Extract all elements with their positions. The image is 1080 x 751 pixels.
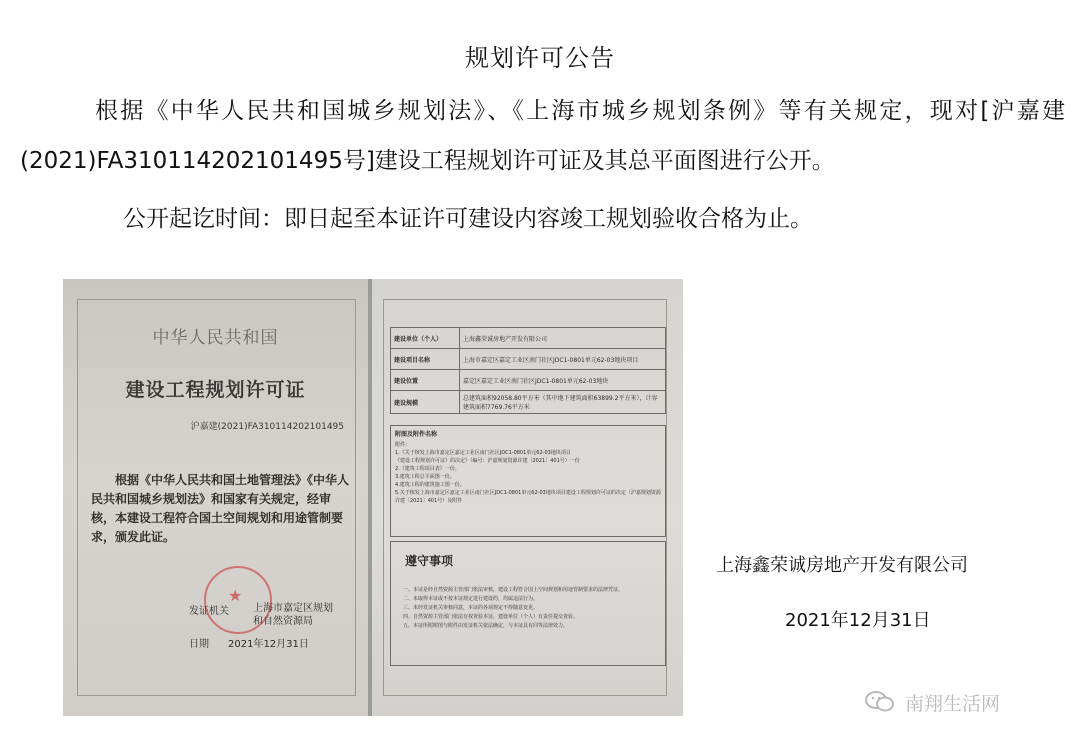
notice-line: 二、未取得本证或不按本证规定进行建设的，均属违法行为。 bbox=[403, 596, 539, 602]
table-row bbox=[391, 370, 666, 391]
seal-star-icon: ★ bbox=[228, 586, 243, 605]
certificate-name: 建设工程规划许可证 bbox=[125, 379, 306, 401]
issue-date: 2021年12月31日 bbox=[228, 639, 309, 650]
project-info-table bbox=[390, 327, 666, 414]
notice-title: 遵守事项 bbox=[405, 554, 454, 568]
announcement-date: 2021年12月31日 bbox=[785, 610, 931, 631]
paragraph-legal-basis: 根据《中华人民共和国城乡规划法》、《上海市城乡规划条例》等有关规定，现对[沪嘉建(2021)FA310114202101495号]建设工程规划许可证及其总平面图进行公开。 bbox=[20, 98, 1065, 174]
row-label: 建设规模 bbox=[391, 391, 460, 414]
notice-text bbox=[403, 586, 653, 631]
row-value: 上海市嘉定区嘉定工业区南门社区JDC1-0801单元62-03地块项目 bbox=[460, 349, 666, 370]
certificate-left-page bbox=[63, 279, 368, 716]
table-row bbox=[391, 391, 666, 414]
row-label: 建设项目名称 bbox=[391, 349, 460, 370]
company-name: 上海鑫荣诚房地产开发有限公司 bbox=[716, 555, 968, 576]
watermark-text: 南翔生活网 bbox=[905, 693, 1001, 715]
annex-line: 5.关于核发上海市嘉定区嘉定工业区南门社区JDC1-0801单元62-03地块项目建设工程规划许可证的决定（沪嘉规划资源许建〔2021〕401号）及附件 bbox=[395, 490, 661, 504]
issue-date-label: 日期 bbox=[189, 639, 209, 650]
watermark bbox=[865, 689, 1000, 719]
row-value: 上海鑫荣诚房地产开发有限公司 bbox=[460, 328, 666, 349]
annex-line: 2.《建筑工程项目表》一份。 bbox=[395, 466, 460, 472]
table-row bbox=[391, 349, 666, 370]
notice-line: 五、本证所附附图与附件由发证机关依法确定，与本证具有同等法律效力。 bbox=[403, 623, 569, 629]
annex-line: 3.建筑工程总平面图一份。 bbox=[395, 474, 455, 480]
annex-line: 《建设工程规划许可证》的决定》（编号：沪嘉规划资源许建〔2021〕401号）一份 bbox=[395, 458, 580, 464]
annex-line: 1.《关于核发上海市嘉定区嘉定工业区南门社区JDC1-0801单元62-03地块项目 bbox=[395, 450, 571, 456]
certificate-country: 中华人民共和国 bbox=[152, 328, 279, 348]
wechat-icon bbox=[865, 690, 895, 719]
annex-line: 附件： bbox=[395, 442, 411, 448]
row-label: 建设单位（个人） bbox=[391, 328, 460, 349]
issuer-name: 上海市嘉定区规划和自然资源局 bbox=[253, 603, 333, 627]
page-title: 规划许可公告 bbox=[465, 44, 615, 72]
certificate-number: 沪嘉建(2021)FA310114202101495 bbox=[190, 422, 344, 432]
notice-box bbox=[390, 541, 666, 666]
notice-line: 三、未经发证机关审核同意，本证的各项规定不得随意变更。 bbox=[403, 605, 539, 611]
row-value: 总建筑面积92058.80平方米（其中地下建筑面积63899.2平方米），计容建筑面积7769.76平方米 bbox=[460, 391, 666, 414]
notice-line: 一、本证是经自然资源主管部门依法审核，建设工程符合国土空间规划和用途管制要求的法律凭证。 bbox=[403, 587, 624, 593]
certificate-photo bbox=[63, 279, 683, 716]
row-value: 嘉定区嘉定工业区南门社区JDC1-0801单元62-03地块 bbox=[460, 370, 666, 391]
certificate-right-page bbox=[372, 279, 683, 716]
certificate-body: 根据《中华人民共和国土地管理法》《中华人民共和国城乡规划法》和国家有关规定，经审核，本建设工程符合国土空间规划和用途管制要求，颁发此证。 bbox=[91, 473, 350, 544]
issuer-label: 发证机关 bbox=[189, 606, 229, 617]
table-row bbox=[391, 328, 666, 349]
annex-box bbox=[390, 425, 666, 537]
row-label: 建设位置 bbox=[391, 370, 460, 391]
annex-line: 4.建筑工程的建筑施工图一份。 bbox=[395, 482, 465, 488]
paragraph-disclosure-period: 公开起讫时间：即日起至本证许可建设内容竣工规划验收合格为止。 bbox=[123, 206, 813, 232]
annex-title: 附图及附件名称 bbox=[395, 431, 438, 438]
notice-line: 四、自然资源主管部门依法有权查验本证，建设单位（个人）有责任提交查验。 bbox=[403, 614, 579, 620]
